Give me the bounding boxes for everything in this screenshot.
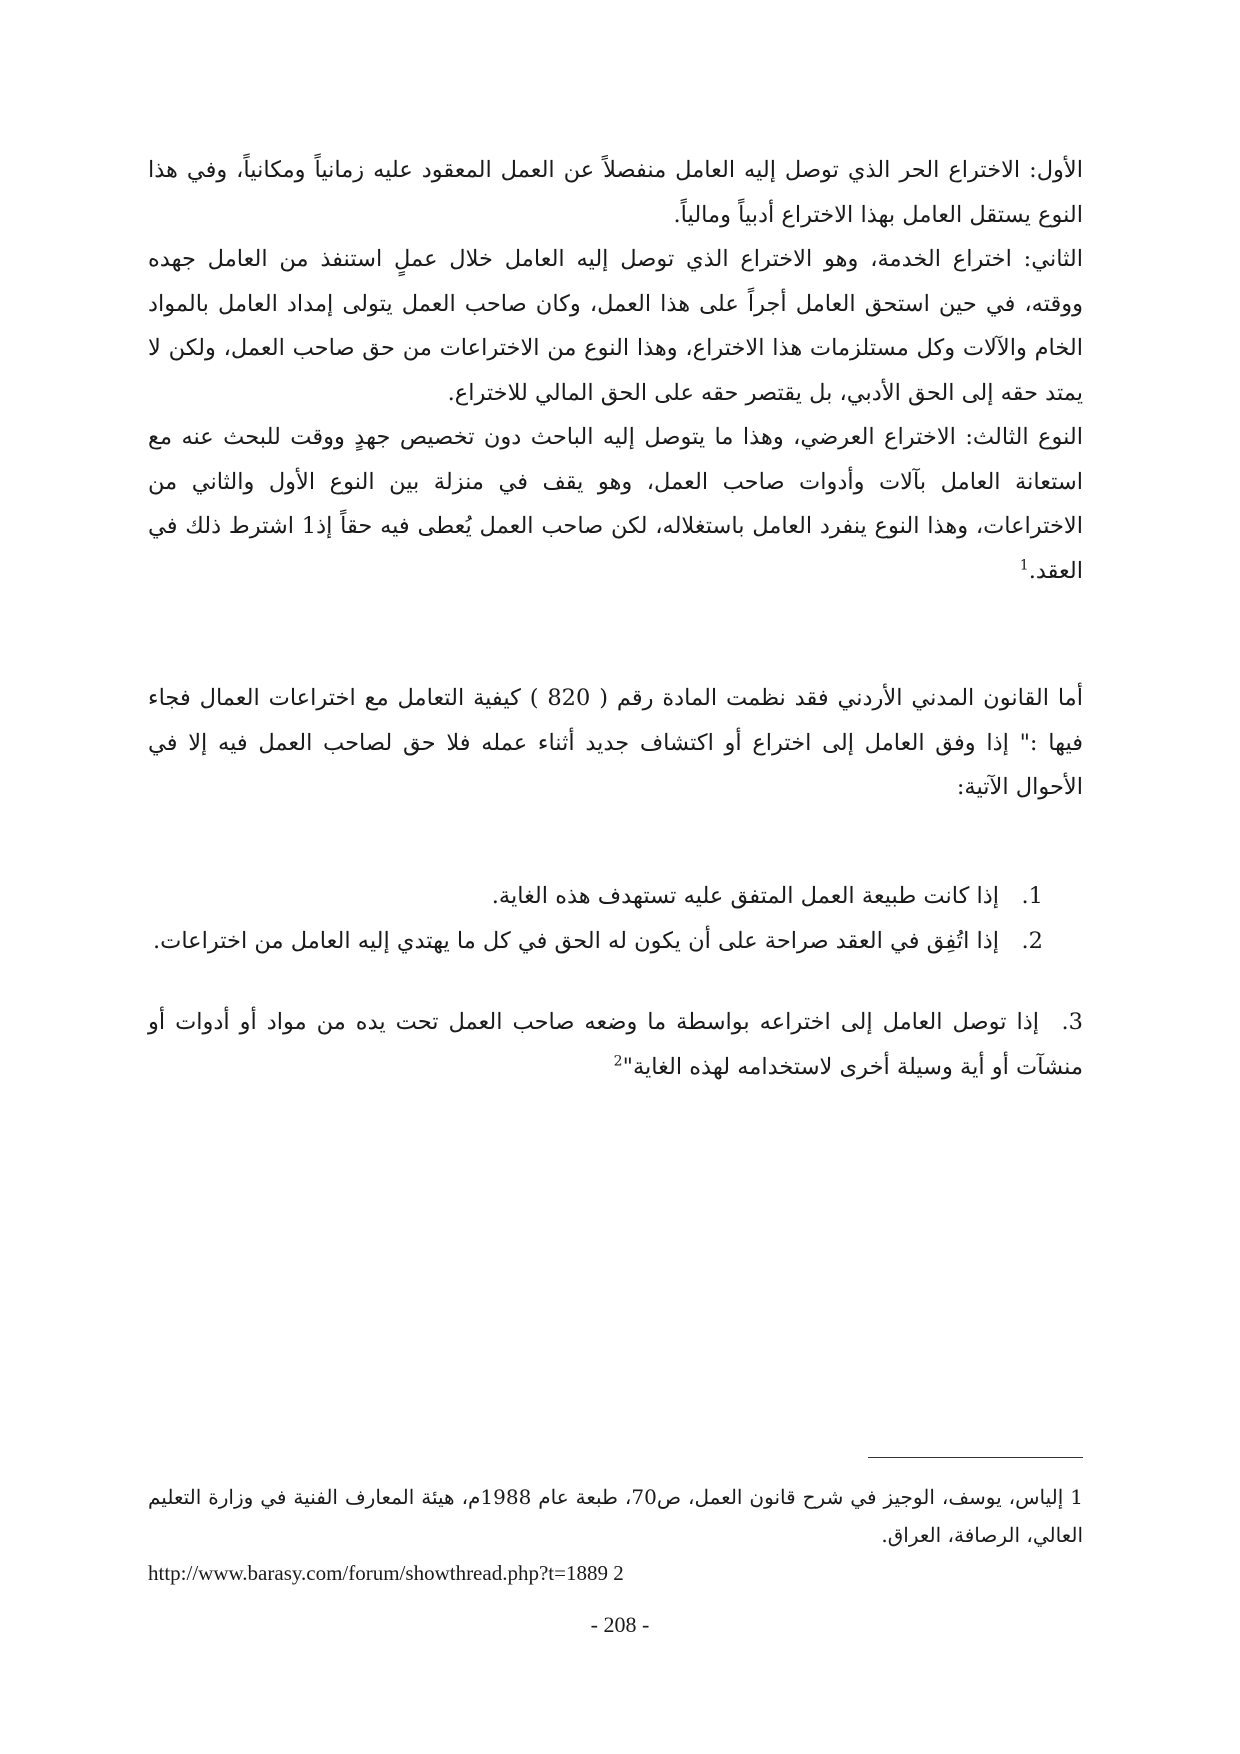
list-text: إذا كانت طبيعة العمل المتفق عليه تستهدف هذه الغاية. (491, 883, 999, 909)
footnote-separator (868, 1457, 1083, 1458)
list-item-3 (148, 1000, 1083, 1089)
paragraph-first-type: الأول: الاختراع الحر الذي توصل إليه العامل منفصلاً عن العمل المعقود عليه زمانياً ومكانياً، وفي هذا النوع يستقل العامل بهذا الاختراع أدبياً ومالياً. (148, 157, 1083, 228)
list-number: 2. (1021, 928, 1043, 954)
paragraph-third-text: النوع الثالث: الاختراع العرضي، وهذا ما يتوصل إليه الباحث دون تخصيص جهدٍ ووقت للبحث عنه مع استعانة العامل بآلات وأدوات صاحب العمل، وهو يقف في منزلة بين النوع الأول والثاني من الاختراعات، وهذا النوع ينفرد العامل باستغلاله، لكن صاحب العمل يُعطى فيه حقاً إذ1 اشترط ذلك في العقد. (148, 424, 1083, 584)
list-item-1 (148, 874, 1083, 919)
paragraph-second-type: الثاني: اختراع الخدمة، وهو الاختراع الذي توصل إليه العامل خلال عملٍ استنفذ من العامل جهده ووقته، في حين استحق العامل أجراً على هذا العمل، وكان صاحب العمل يتولى إمداد العامل بالمواد الخام والآلات وكل مستلزمات هذا الاختراع، وهذا النوع من الاختراعات من حق صاحب العمل، ولكن لا يمتد حقه إلى الحق الأدبي، بل يقتصر حقه على الحق المالي للاختراع. (148, 246, 1083, 406)
paragraph-third-type (148, 415, 1083, 593)
list-number: 3. (1061, 1009, 1083, 1035)
page-number: - 208 - (590, 1612, 650, 1637)
paragraph-jordanian-law: أما القانون المدني الأردني فقد نظمت المادة رقم ( 820 ) كيفية التعامل مع اختراعات العمال فجاء فيها :" إذا وفق العامل إلى اختراع أو اكتشاف جديد أثناء عمله فلا حق لصاحب العمل فيه إلا في الأحوال الآتية: (148, 685, 1083, 800)
footnote-ref-1[interactable]: 1 (1019, 557, 1029, 573)
footnote-1: 1 إلياس، يوسف، الوجيز في شرح قانون العمل، ص70، طبعة عام 1988م، هيئة المعارف الفنية في وزارة التعليم العالي، الرصافة، العراق. (148, 1485, 1083, 1547)
list-number: 1. (1021, 883, 1043, 909)
list-item-2 (148, 919, 1083, 964)
body-text (148, 148, 1083, 593)
footnote-2-link[interactable]: http://www.barasy.com/forum/showthread.php?t=1889 2 (148, 1561, 624, 1585)
list-text: إذا اتُفِق في العقد صراحة على أن يكون له الحق في كل ما يهتدي إليه العامل من اختراعات. (152, 928, 999, 954)
footnotes (148, 1478, 1083, 1592)
list-text: إذا توصل العامل إلى اختراعه بواسطة ما وضعه صاحب العمل تحت يده من مواد أو أدوات أو منشآت أو أية وسيلة أخرى لاستخدامه لهذه الغاية" (148, 1009, 1083, 1080)
footnote-ref-2[interactable]: 2 (613, 1053, 623, 1069)
